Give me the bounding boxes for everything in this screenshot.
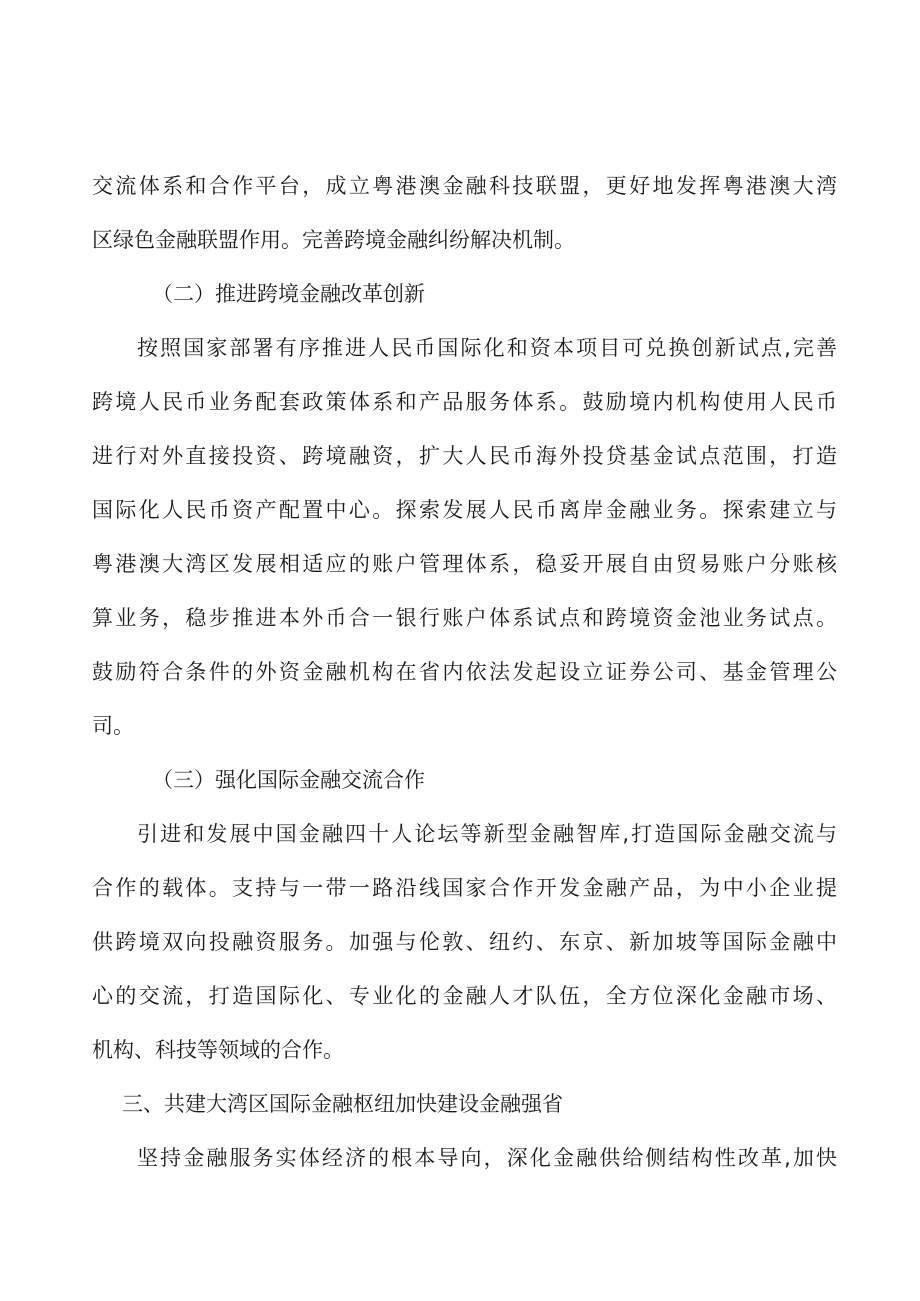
paragraph-line: 国际化人民币资产配置中心。探索发展人民币离岸金融业务。探索建立与 [92, 498, 837, 522]
paragraph-line: 进行对外直接投资、跨境融资，扩大人民币海外投贷基金试点范围，打造 [92, 444, 837, 468]
paragraph-line: 鼓励符合条件的外资金融机构在省内依法发起设立证券公司、基金管理公 [92, 660, 837, 684]
paragraph-line: 按照国家部署有序推进人民币国际化和资本项目可兑换创新试点,完善 [137, 336, 837, 360]
paragraph-line: 供跨境双向投融资服务。加强与伦敦、纽约、东京、新加坡等国际金融中 [92, 930, 837, 954]
section-heading: （二）推进跨境金融改革创新 [152, 282, 425, 306]
section-heading: （三）强化国际金融交流合作 [152, 768, 425, 792]
paragraph-line: 坚持金融服务实体经济的根本导向，深化金融供给侧结构性改革,加快 [137, 1146, 837, 1170]
paragraph-line: 心的交流，打造国际化、专业化的金融人才队伍，全方位深化金融市场、 [92, 984, 837, 1008]
paragraph-line: 机构、科技等领域的合作。 [92, 1038, 344, 1062]
paragraph-line: 粤港澳大湾区发展相适应的账户管理体系，稳妥开展自由贸易账户分账核 [92, 552, 837, 576]
paragraph-line: 跨境人民币业务配套政策体系和产品服务体系。鼓励境内机构使用人民币 [92, 390, 837, 414]
paragraph-line: 合作的载体。支持与一带一路沿线国家合作开发金融产品，为中小企业提 [92, 876, 837, 900]
paragraph-line: 区绿色金融联盟作用。完善跨境金融纠纷解决机制。 [92, 228, 575, 252]
paragraph-line: 引进和发展中国金融四十人论坛等新型金融智库,打造国际金融交流与 [137, 822, 837, 846]
paragraph-line: 算业务，稳步推进本外币合一银行账户体系试点和跨境资金池业务试点。 [92, 606, 837, 630]
paragraph-line: 司。 [92, 714, 134, 738]
paragraph-line: 交流体系和合作平台，成立粤港澳金融科技联盟，更好地发挥粤港澳大湾 [92, 174, 837, 198]
chapter-heading: 三、共建大湾区国际金融枢纽加快建设金融强省 [122, 1092, 563, 1116]
